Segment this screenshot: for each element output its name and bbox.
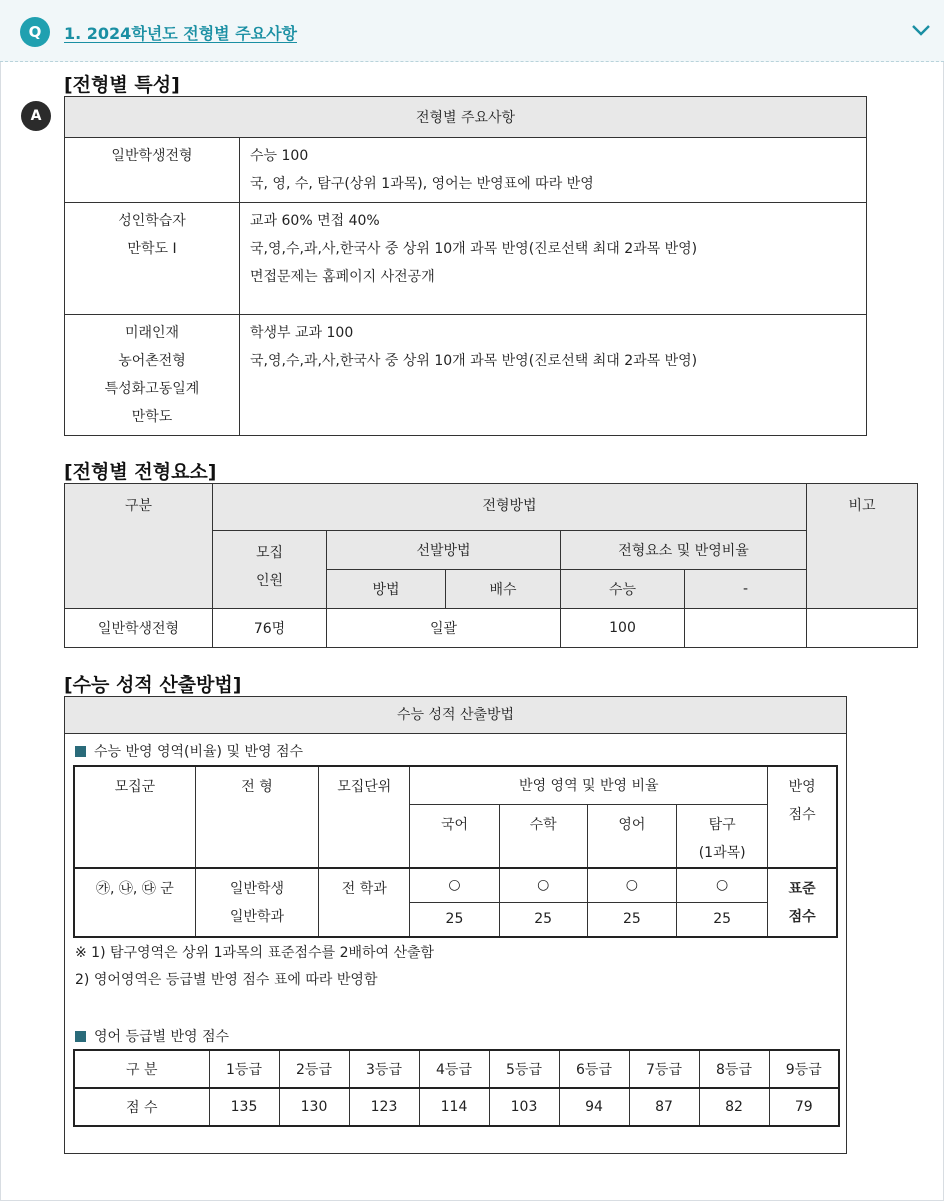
table-cell: 114 bbox=[419, 1088, 489, 1126]
question-header[interactable] bbox=[0, 0, 944, 62]
section-title-elements: [전형별 전형요소] bbox=[64, 461, 217, 483]
table-row bbox=[65, 609, 918, 648]
table-cell: 79 bbox=[769, 1088, 839, 1126]
table-cell: 일반학생 일반학과 bbox=[195, 868, 318, 937]
table-cell: 103 bbox=[489, 1088, 559, 1126]
table-cell: 82 bbox=[699, 1088, 769, 1126]
square-bullet-icon bbox=[75, 1031, 86, 1042]
characteristics-table bbox=[64, 96, 867, 436]
table-cell: 전 학과 bbox=[319, 868, 410, 937]
header-multiple: 배수 bbox=[446, 570, 561, 609]
table-cell: 일반학생전형 bbox=[65, 609, 213, 648]
table-cell: 25 bbox=[587, 903, 676, 937]
answer-badge: A bbox=[21, 101, 51, 131]
table-header: 전형별 주요사항 bbox=[65, 97, 867, 138]
table-cell: 3등급 bbox=[349, 1050, 419, 1088]
question-badge: Q bbox=[20, 17, 50, 47]
section-title-characteristics: [전형별 특성] bbox=[64, 74, 180, 96]
table-cell: 모집군 bbox=[74, 766, 195, 868]
table-cell: ○ bbox=[410, 868, 499, 903]
header-count: 모집 인원 bbox=[213, 531, 327, 609]
table-cell: 모집단위 bbox=[319, 766, 410, 868]
table-cell: 135 bbox=[209, 1088, 279, 1126]
table-cell: 4등급 bbox=[419, 1050, 489, 1088]
chevron-down-icon[interactable] bbox=[910, 22, 932, 38]
bullet-english-grade: 영어 등급별 반영 점수 bbox=[75, 1026, 229, 1046]
row-content: 교과 60% 면접 40% 국,영,수,과,사,한국사 중 상위 10개 과목 반영(진로선택 최대 2과목 반영) 면접문제는 홈페이지 사전공개 bbox=[240, 203, 867, 315]
table-cell: 구 분 bbox=[74, 1050, 209, 1088]
table-cell: 87 bbox=[629, 1088, 699, 1126]
table-cell: 25 bbox=[499, 903, 587, 937]
table-cell: 8등급 bbox=[699, 1050, 769, 1088]
table-cell bbox=[685, 609, 807, 648]
note-1: ※ 1) 탐구영역은 상위 1과목의 표준점수를 2배하여 산출함 bbox=[75, 945, 435, 961]
header-way: 방법 bbox=[327, 570, 446, 609]
table-cell: 25 bbox=[677, 903, 768, 937]
bullet-reflect-area: 수능 반영 영역(비율) 및 반영 점수 bbox=[75, 741, 303, 761]
table-cell: 76명 bbox=[213, 609, 327, 648]
elements-table bbox=[64, 483, 918, 648]
table-cell: 5등급 bbox=[489, 1050, 559, 1088]
table-cell: ○ bbox=[677, 868, 768, 903]
table-cell: 25 bbox=[410, 903, 499, 937]
header-gubun: 구분 bbox=[65, 484, 213, 609]
row-label: 성인학습자 만학도 I bbox=[65, 203, 240, 315]
table-cell: 점 수 bbox=[74, 1088, 209, 1126]
table-cell: 123 bbox=[349, 1088, 419, 1126]
row-content: 수능 100 국, 영, 수, 탐구(상위 1과목), 영어는 반영표에 따라 반영 bbox=[240, 138, 867, 203]
table-cell: ○ bbox=[499, 868, 587, 903]
table-cell: 9등급 bbox=[769, 1050, 839, 1088]
header-ratio: 전형요소 및 반영비율 bbox=[561, 531, 807, 570]
table-cell: 100 bbox=[561, 609, 685, 648]
table-cell: 94 bbox=[559, 1088, 629, 1126]
reflect-table bbox=[73, 765, 838, 938]
table-row bbox=[65, 203, 867, 315]
table-cell bbox=[807, 609, 918, 648]
header-dash: - bbox=[685, 570, 807, 609]
table-cell: 2등급 bbox=[279, 1050, 349, 1088]
table-cell: 전 형 bbox=[195, 766, 318, 868]
table-cell: 수학 bbox=[499, 804, 587, 868]
table-cell: 영어 bbox=[587, 804, 676, 868]
table-cell: ○ bbox=[587, 868, 676, 903]
table-cell: ㉮, ㉯, ㉰ 군 bbox=[74, 868, 195, 937]
box-header: 수능 성적 산출방법 bbox=[65, 697, 846, 734]
header-method: 전형방법 bbox=[213, 484, 807, 531]
table-cell: 6등급 bbox=[559, 1050, 629, 1088]
note-2: 2) 영어영역은 등급별 반영 점수 표에 따라 반영함 bbox=[75, 972, 378, 988]
table-cell: 일괄 bbox=[327, 609, 561, 648]
row-label: 미래인재 농어촌전형 특성화고동일계 만학도 bbox=[65, 315, 240, 436]
table-cell: 표준 점수 bbox=[768, 868, 837, 937]
row-content: 학생부 교과 100 국,영,수,과,사,한국사 중 상위 10개 과목 반영(진로선택 최대 2과목 반영) bbox=[240, 315, 867, 436]
table-cell: 탐구 (1과목) bbox=[677, 804, 768, 868]
question-title-link[interactable]: 1. 2024학년도 전형별 주요사항 bbox=[64, 24, 298, 43]
header-select: 선발방법 bbox=[327, 531, 561, 570]
table-row bbox=[65, 138, 867, 203]
table-cell: 7등급 bbox=[629, 1050, 699, 1088]
square-bullet-icon bbox=[75, 746, 86, 757]
row-label: 일반학생전형 bbox=[65, 138, 240, 203]
table-cell: 130 bbox=[279, 1088, 349, 1126]
header-note: 비고 bbox=[807, 484, 918, 609]
english-grade-table bbox=[73, 1049, 840, 1127]
section-title-suneung: [수능 성적 산출방법] bbox=[64, 674, 242, 696]
header-suneung: 수능 bbox=[561, 570, 685, 609]
table-cell: 반영 점수 bbox=[768, 766, 837, 868]
table-row bbox=[65, 315, 867, 436]
table-cell: 반영 영역 및 반영 비율 bbox=[410, 766, 768, 804]
table-cell: 국어 bbox=[410, 804, 499, 868]
table-cell: 1등급 bbox=[209, 1050, 279, 1088]
suneung-box bbox=[64, 696, 847, 1154]
